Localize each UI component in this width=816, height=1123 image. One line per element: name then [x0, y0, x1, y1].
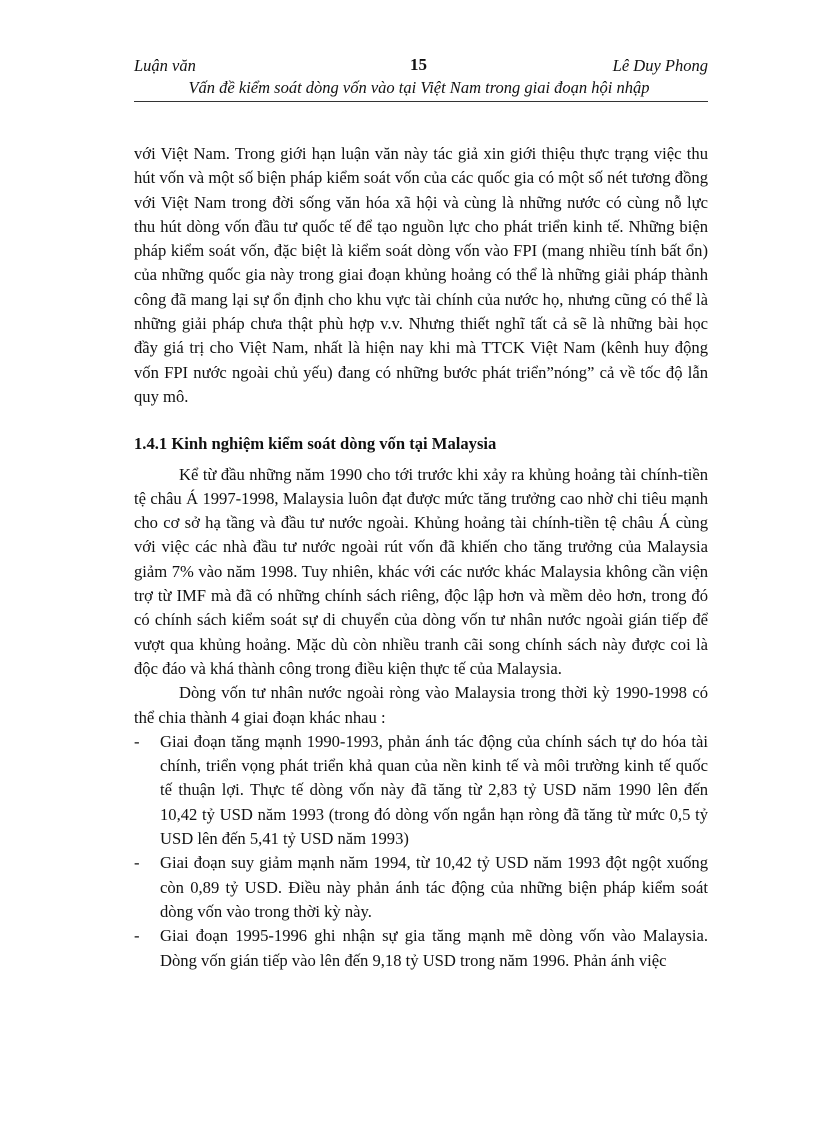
phase-list	[134, 730, 708, 973]
header-divider	[134, 101, 708, 102]
list-item-text: Giai đoạn tăng mạnh 1990-1993, phản ánh tác động của chính sách tự do hóa tài chính, triển vọng phát triển khả quan của nền kinh tế và môi trường kinh tế quốc tế thuận lợi. Thực tế dòng vốn này đã tăng từ 2,83 tỷ USD năm 1990 lên đến 10,42 tỷ USD năm 1993 (trong đó dòng vốn ngắn hạn ròng đã tăng từ mức 0,5 tỷ USD lên đến 5,41 tỷ USD năm 1993)	[160, 731, 708, 849]
list-item-text: Giai đoạn suy giảm mạnh năm 1994, từ 10,42 tỷ USD năm 1993 đột ngột xuống còn 0,89 tỷ USD. Điều này phản ánh tác động của những biện pháp kiểm soát dòng vốn vào trong thời kỳ này.	[160, 853, 708, 921]
list-bullet: -	[134, 926, 140, 946]
page-number: 15	[410, 55, 427, 74]
intro-paragraph: với Việt Nam. Trong giới hạn luận văn này tác giả xin giới thiệu thực trạng việc thu hút vốn và một số biện pháp kiểm soát vốn của các quốc gia có một số nét tương đồng với Việt Nam trong đời sống văn hóa xã hội và cùng là những nước có cùng nỗ lực thu hút dòng vốn đầu tư quốc tế để tạo nguồn lực cho phát triển kinh tế. Những biện pháp kiểm soát vốn, đặc biệt là kiểm soát dòng vốn vào FPI (mang nhiều tính bất ổn) của những quốc gia này trong giai đoạn khủng hoảng có thể là những giải pháp thành công đã mang lại sự ổn định cho khu vực tài chính của nước họ, nhưng cũng có thể là những giải pháp chưa thật phù hợp v.v. Nhưng thiết nghĩ tất cả sẽ là những bài học đầy giá trị cho Việt Nam, nhất là hiện nay khi mà TTCK Việt Nam (kênh huy động vốn FPI nước ngoài chủ yếu) đang có những bước phát triển”nóng” cả về tốc độ lẫn quy mô.	[134, 144, 708, 406]
list-item	[134, 851, 708, 924]
header-thesis-title: Vấn đề kiểm soát dòng vốn vào tại Việt Nam trong giai đoạn hội nhập	[188, 78, 650, 97]
page-body	[134, 142, 708, 973]
list-item	[134, 730, 708, 851]
list-item-text: Giai đoạn 1995-1996 ghi nhận sự gia tăng mạnh mẽ dòng vốn vào Malaysia. Dòng vốn gián tiếp vào lên đến 9,18 tỷ USD trong năm 1996. Phản ánh việc	[160, 926, 708, 970]
list-bullet: -	[134, 853, 140, 873]
list-item	[134, 924, 708, 973]
header-thesis-label: Luận văn	[134, 56, 196, 75]
list-bullet: -	[134, 731, 140, 751]
paragraph-1: Kể từ đầu những năm 1990 cho tới trước khi xảy ra khủng hoảng tài chính-tiền tệ châu Á 1997-1998, Malaysia luôn đạt được mức tăng trưởng cao nhờ chi tiêu mạnh cho cơ sở hạ tầng và đầu tư nước ngoài. Khủng hoảng tài chính-tiền tệ châu Á cùng với việc các nhà đầu tư nước ngoài rút vốn đã khiến cho tăng trưởng của Malaysia giảm 7% vào năm 1998. Tuy nhiên, khác với các nước khác Malaysia không cần viện trợ từ IMF mà đã có những chính sách riêng, độc lập hơn và mềm dẻo hơn, trong đó có chính sách kiểm soát sự di chuyển của dòng vốn tư nhân nước ngoài gián tiếp để vượt qua khủng hoảng. Mặc dù còn nhiều tranh cãi song chính sách này được coi là độc đáo và khá thành công trong điều kiện thực tế của Malaysia.	[134, 464, 708, 678]
paragraph-2: Dòng vốn tư nhân nước ngoài ròng vào Malaysia trong thời kỳ 1990-1998 có thể chia thành 4 giai đoạn khác nhau :	[134, 683, 708, 727]
section-heading: 1.4.1 Kinh nghiệm kiểm soát dòng vốn tại Malaysia	[134, 434, 497, 454]
header-author: Lê Duy Phong	[612, 56, 708, 75]
